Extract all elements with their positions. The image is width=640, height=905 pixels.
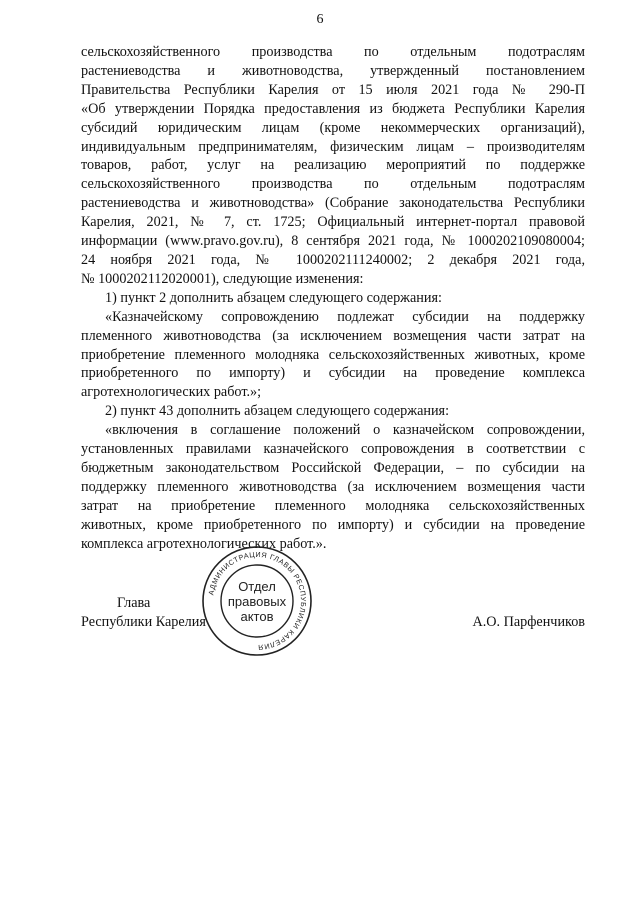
text-line: поддержку племенного животноводства (за исключением возмещения части bbox=[81, 478, 585, 495]
text-line: растениеводства и животноводства, утвержденный постановлением bbox=[81, 62, 585, 79]
text-line: приобретенного по импорту) и субсидии на проведение комплекса bbox=[81, 365, 585, 382]
text-line: установленных правилами казначейского сопровождения в соответствии с bbox=[81, 441, 585, 458]
signatory-name: А.О. Парфенчиков bbox=[472, 614, 585, 630]
text-line: комплекса агротехнологических работ.». bbox=[81, 535, 327, 552]
text-line: индивидуальным предпринимателям, физическим лицам – производителям bbox=[81, 138, 585, 155]
page-number: 6 bbox=[316, 12, 324, 27]
amendment-item-2: 2) пункт 43 дополнить абзацем следующего содержания: bbox=[105, 403, 450, 420]
stamp-inner-line2: правовых bbox=[227, 594, 287, 609]
text-line: товаров, работ, услуг на реализацию мероприятий по поддержке bbox=[81, 157, 585, 174]
text-line: сельскохозяйственного производства по отдельным подотраслям bbox=[81, 44, 585, 60]
text-line: затрат на приобретение племенного молодняка сельскохозяйственных bbox=[81, 497, 585, 514]
text-line: «Казначейскому сопровождению подлежат субсидии на поддержку bbox=[105, 308, 585, 325]
amendment-item-1: 1) пункт 2 дополнить абзацем следующего содержания: bbox=[105, 289, 442, 306]
stamp-inner-line1: Отдел bbox=[238, 579, 276, 594]
signatory-title-line2: Республики Карелия bbox=[81, 614, 206, 630]
text-line: бюджетным законодательством Российской Федерации, – по субсидии на bbox=[81, 459, 585, 476]
text-line: «включения в соглашение положений о казначейском сопровождении, bbox=[105, 422, 585, 439]
document-body bbox=[81, 43, 585, 553]
signature-block bbox=[81, 594, 585, 654]
official-stamp bbox=[201, 545, 313, 657]
text-line: агротехнологических работ.»; bbox=[81, 384, 262, 401]
stamp-ring-text: АДМИНИСТРАЦИЯ ГЛАВЫ РЕСПУБЛИКИ КАРЕЛИЯ bbox=[206, 549, 309, 653]
text-line: растениеводства и животноводства» (Собрание законодательства Республики bbox=[81, 195, 585, 212]
text-line: 24 ноября 2021 года, № 1000202111240002; 2 декабря 2021 года, bbox=[81, 251, 585, 268]
text-line: информации (www.pravo.gov.ru), 8 сентября 2021 года, № 1000202109080004; bbox=[81, 233, 585, 250]
text-line: субсидий юридическим лицам (кроме некоммерческих организаций), bbox=[81, 119, 585, 136]
text-line: Карелия, 2021, № 7, ст. 1725; Официальный интернет-портал правовой bbox=[81, 214, 585, 231]
text-line: приобретение племенного молодняка сельскохозяйственных животных, кроме bbox=[81, 346, 585, 363]
text-line: племенного животноводства (за исключением возмещения части затрат на bbox=[81, 327, 585, 344]
text-line: животных, кроме приобретенного по импорту) и субсидии на проведение bbox=[81, 516, 585, 533]
stamp-inner-line3: актов bbox=[240, 609, 274, 624]
text-line: № 1000202112020001), следующие изменения: bbox=[81, 270, 364, 287]
signatory-title-line1: Глава bbox=[117, 595, 151, 611]
text-line: «Об утверждении Порядка предоставления из бюджета Республики Карелия bbox=[81, 100, 585, 117]
text-line: Правительства Республики Карелия от 15 июля 2021 года № 290-П bbox=[81, 81, 585, 98]
text-line: сельскохозяйственного производства по отдельным подотраслям bbox=[81, 176, 585, 193]
